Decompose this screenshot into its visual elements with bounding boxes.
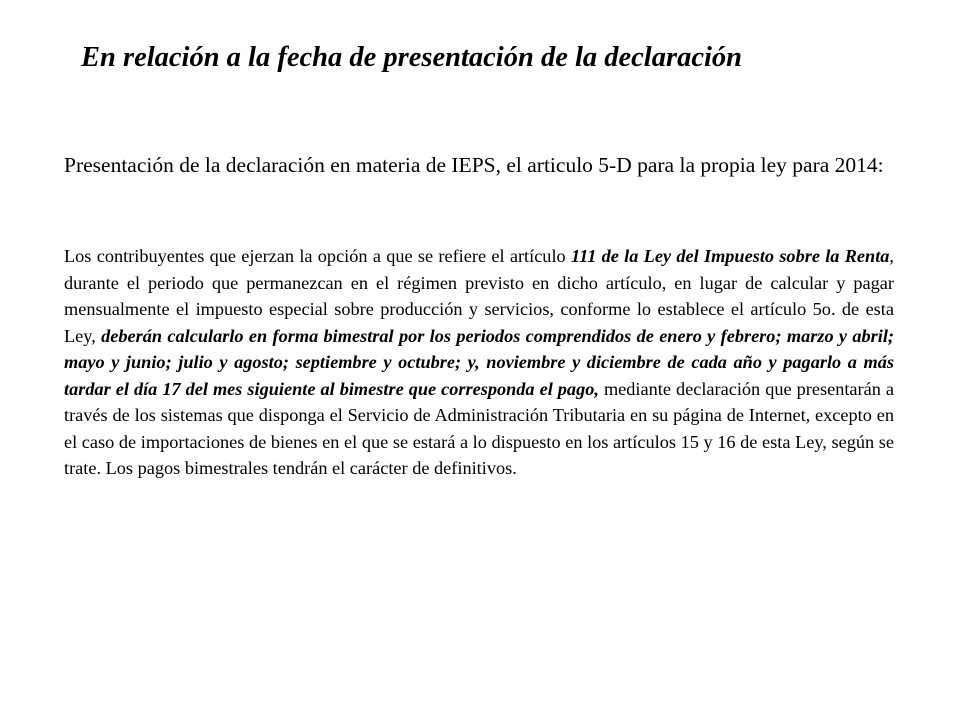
- body-text-1: Los contribuyentes que ejerzan la opción a que se refiere el artículo: [64, 246, 571, 266]
- body-text-3: mediante declaración que presentarán a través de los sistemas que disponga el Servicio de Administración Tributaria en su página de Internet, excepto en el caso de importaciones de bienes en el que se estará a lo dispuesto en los artículos 15 y 16 de esta Ley, según se trate. Los pagos bimestrales tendrán el carácter de definitivos.: [64, 378, 894, 478]
- body-paragraph: [64, 243, 894, 482]
- body-text-2: , durante el periodo que permanezcan en el régimen previsto en dicho artículo, en lugar de calcular y pagar mensualmente el impuesto especial sobre producción y servicios, conforme lo establece el artículo 5o. de esta Ley,: [64, 246, 894, 346]
- slide-title: En relación a la fecha de presentación de la declaración: [81, 42, 742, 73]
- intro-paragraph: Presentación de la declaración en materia de IEPS, el articulo 5-D para la propia ley para 2014:: [64, 153, 884, 177]
- law-reference: 111 de la Ley del Impuesto sobre la Renta: [570, 246, 890, 266]
- bimonthly-obligation: deberán calcularlo en forma bimestral por los periodos comprendidos de enero y febrero; marzo y abril; mayo y junio; julio y agosto; septiembre y octubre; y, noviembre y diciembre de cada año y pagarlo a más tardar el día 17 del mes siguiente al bimestre que corresponda el pago,: [64, 325, 895, 399]
